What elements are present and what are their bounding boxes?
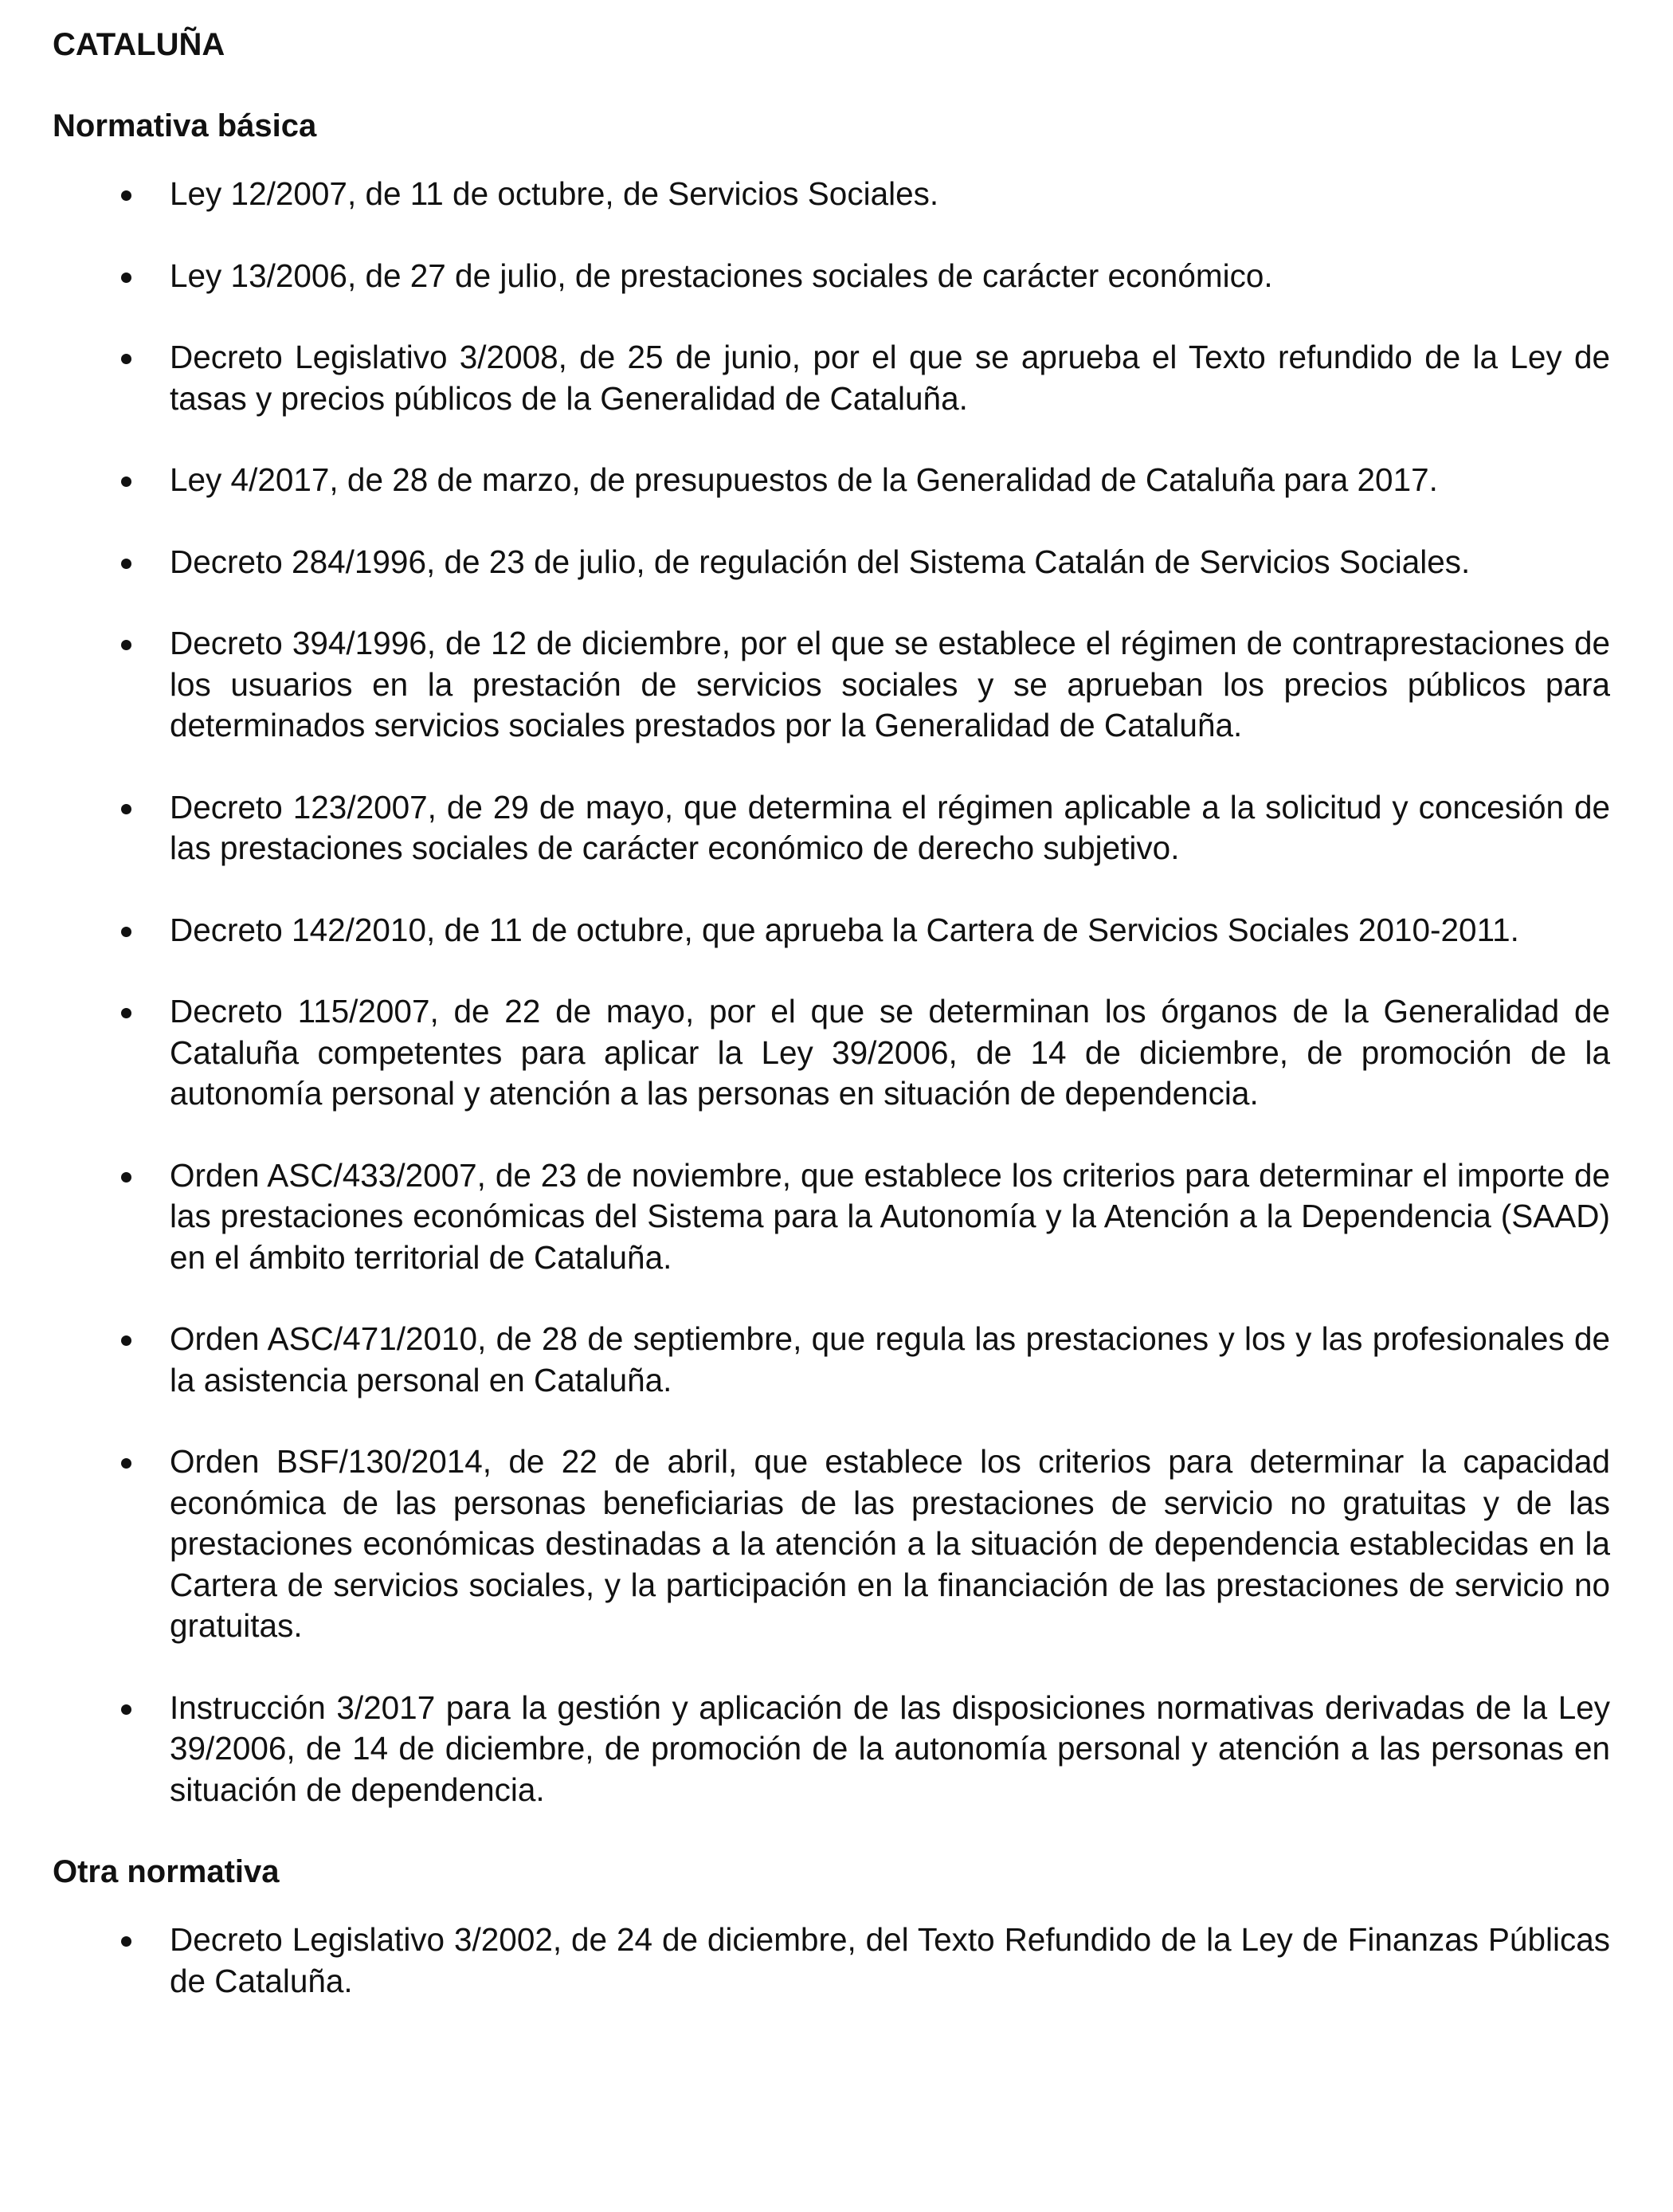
bullet-icon — [121, 640, 131, 650]
section-otra-normativa — [53, 1851, 1610, 2002]
section-heading: Normativa básica — [53, 108, 317, 143]
list-item-text: Decreto Legislativo 3/2008, de 25 de junio, por el que se aprueba el Texto refundido de la Ley de tasas y precios públicos de la Generalidad de Cataluña. — [170, 339, 1610, 417]
bullet-icon — [121, 1008, 131, 1018]
list-item — [53, 991, 1610, 1115]
list-item — [53, 910, 1610, 951]
section-heading: Otra normativa — [53, 1854, 280, 1889]
section-normativa-basica — [53, 105, 1610, 1810]
list-item-text: Ley 12/2007, de 11 de octubre, de Servicios Sociales. — [170, 175, 939, 212]
list-item — [53, 1441, 1610, 1647]
bullet-icon — [121, 1172, 131, 1182]
list-item-text: Ley 4/2017, de 28 de marzo, de presupuestos de la Generalidad de Cataluña para 2017. — [170, 461, 1438, 498]
list-item-text: Decreto Legislativo 3/2002, de 24 de diciembre, del Texto Refundido de la Ley de Finanzas Públicas de Cataluña. — [170, 1921, 1610, 1999]
list-item-text: Orden ASC/433/2007, de 23 de noviembre, que establece los criterios para determinar el importe de las prestaciones económicas del Sistema para la Autonomía y la Atención a la Dependencia (SAAD) en el ámbito territorial de Cataluña. — [170, 1156, 1610, 1276]
bullet-icon — [121, 354, 131, 364]
list-item — [53, 623, 1610, 747]
list-item-text: Orden BSF/130/2014, de 22 de abril, que establece los criterios para determinar la capacidad económica de las personas beneficiarias de las prestaciones de servicio no gratuitas y de las prestaciones económicas destinadas a la atención a la situación de dependencia establecidas en la Cartera de servicios sociales, y la participación en la financiación de las prestaciones de servicio no gratuitas. — [170, 1443, 1610, 1644]
list-item — [53, 174, 1610, 215]
list-item — [53, 337, 1610, 419]
bullet-icon — [121, 1458, 131, 1469]
regulation-list — [53, 174, 1610, 1810]
list-item — [53, 256, 1610, 297]
list-item-text: Ley 13/2006, de 27 de julio, de prestaciones sociales de carácter económico. — [170, 257, 1273, 294]
document-title: CATALUÑA — [53, 27, 225, 62]
regulation-list — [53, 1920, 1610, 2002]
list-item — [53, 1319, 1610, 1401]
list-item-text: Orden ASC/471/2010, de 28 de septiembre, que regula las prestaciones y los y las profesionales de la asistencia personal en Cataluña. — [170, 1320, 1610, 1398]
list-item — [53, 460, 1610, 501]
list-item — [53, 1155, 1610, 1279]
list-item-text: Decreto 115/2007, de 22 de mayo, por el que se determinan los órganos de la Generalidad de Cataluña competentes para aplicar la Ley 39/2006, de 14 de diciembre, de promoción de la autonomía personal y atención a las personas en situación de dependencia. — [170, 993, 1610, 1112]
bullet-icon — [121, 559, 131, 569]
list-item-text: Instrucción 3/2017 para la gestión y aplicación de las disposiciones normativas derivadas de la Ley 39/2006, de 14 de diciembre, de promoción de la autonomía personal y atención a las personas en situación de dependencia. — [170, 1688, 1610, 1808]
list-item — [53, 542, 1610, 583]
document-page — [53, 24, 1610, 2042]
bullet-icon — [121, 273, 131, 283]
list-item-text: Decreto 394/1996, de 12 de diciembre, por el que se establece el régimen de contraprestaciones de los usuarios en la prestación de servicios sociales y se aprueban los precios públicos para determinados servicios sociales prestados por la Generalidad de Cataluña. — [170, 625, 1610, 743]
bullet-icon — [121, 1704, 131, 1715]
list-item-text: Decreto 123/2007, de 29 de mayo, que determina el régimen aplicable a la solicitud y concesión de las prestaciones sociales de carácter económico de derecho subjetivo. — [170, 788, 1610, 866]
bullet-icon — [121, 927, 131, 937]
list-item-text: Decreto 284/1996, de 23 de julio, de regulación del Sistema Catalán de Servicios Sociales. — [170, 543, 1471, 580]
bullet-icon — [121, 804, 131, 814]
list-item — [53, 1688, 1610, 1811]
bullet-icon — [121, 1936, 131, 1947]
list-item — [53, 787, 1610, 869]
list-item — [53, 1920, 1610, 2002]
bullet-icon — [121, 477, 131, 487]
list-item-text: Decreto 142/2010, de 11 de octubre, que aprueba la Cartera de Servicios Sociales 2010-2011. — [170, 911, 1519, 948]
bullet-icon — [121, 1335, 131, 1346]
bullet-icon — [121, 190, 131, 201]
